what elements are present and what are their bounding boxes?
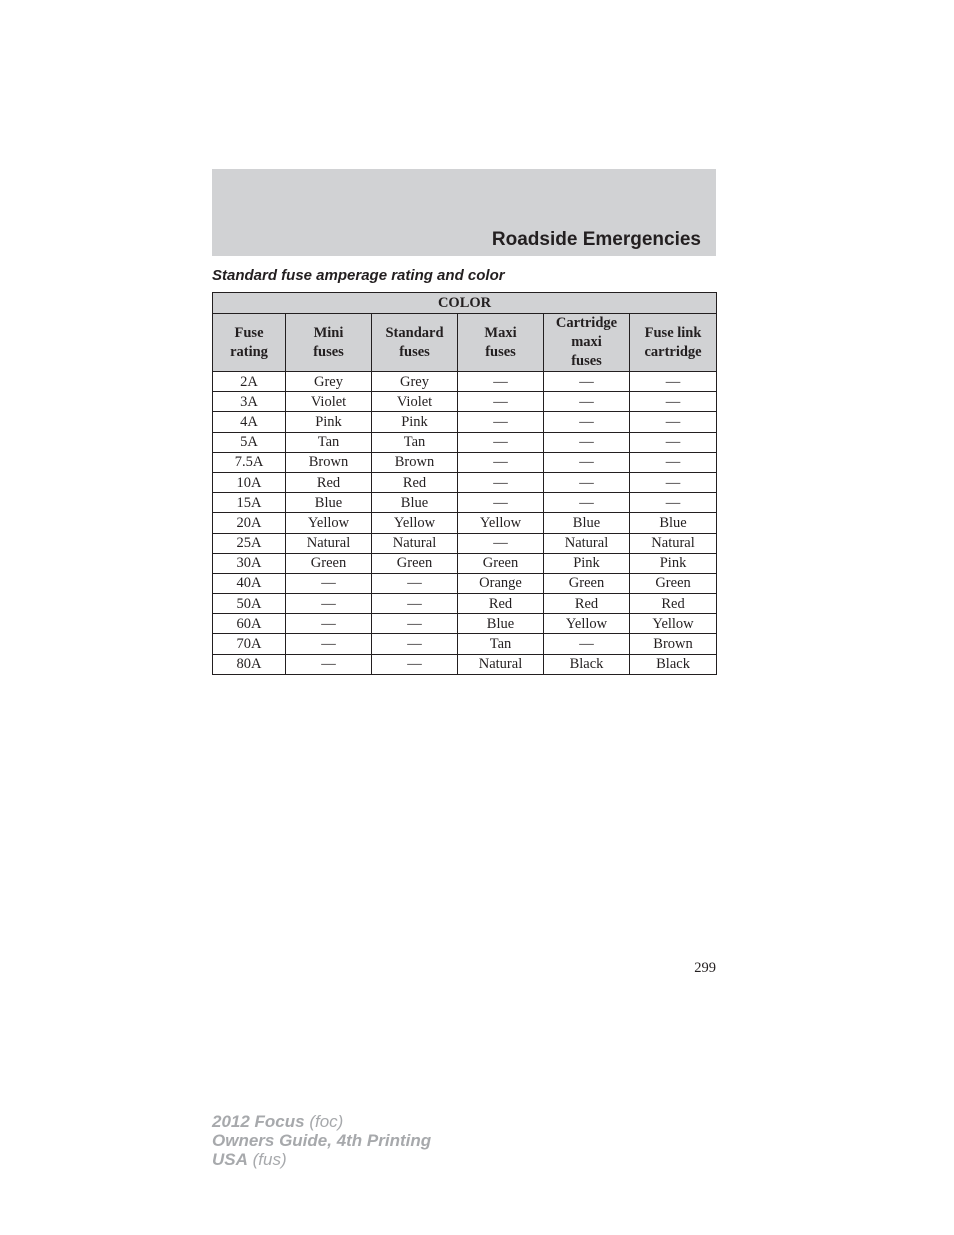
table-row — [213, 472, 717, 492]
column-header — [458, 314, 544, 372]
fuse-color-cell: Pink — [372, 412, 458, 432]
fuse-color-cell: — — [458, 472, 544, 492]
table-row — [213, 654, 717, 674]
fuse-color-cell: — — [544, 432, 630, 452]
page-number: 299 — [694, 960, 716, 976]
column-header-line: fuses — [571, 353, 602, 369]
fuse-color-cell: Natural — [630, 533, 717, 553]
column-header-line: Maxi — [484, 324, 517, 341]
fuse-color-cell: Red — [372, 472, 458, 492]
fuse-color-cell: — — [630, 472, 717, 492]
fuse-color-cell: Grey — [372, 372, 458, 392]
fuse-rating-cell: 4A — [213, 412, 286, 432]
fuse-rating-cell: 60A — [213, 614, 286, 634]
footer-model-code: (foc) — [304, 1112, 344, 1131]
footer-region-code: (fus) — [247, 1150, 287, 1169]
fuse-color-cell: Red — [286, 472, 372, 492]
fuse-rating-cell: 30A — [213, 553, 286, 573]
table-row — [213, 594, 717, 614]
fuse-color-cell: Black — [544, 654, 630, 674]
table-group-header: COLOR — [213, 293, 717, 314]
fuse-color-cell: — — [630, 432, 717, 452]
table-row — [213, 513, 717, 533]
table-subtitle: Standard fuse amperage rating and color — [212, 267, 505, 284]
column-header — [372, 314, 458, 372]
fuse-color-cell: — — [286, 594, 372, 614]
fuse-color-cell: — — [544, 452, 630, 472]
column-header-line: cartridge — [644, 343, 702, 360]
fuse-color-cell: — — [372, 573, 458, 593]
fuse-color-cell: Tan — [286, 432, 372, 452]
fuse-color-cell: — — [544, 493, 630, 513]
fuse-color-cell: — — [630, 392, 717, 412]
fuse-rating-cell: 70A — [213, 634, 286, 654]
fuse-color-cell: Green — [544, 573, 630, 593]
fuse-color-cell: — — [286, 573, 372, 593]
footer-line-model — [212, 1112, 431, 1131]
fuse-color-cell: Blue — [372, 493, 458, 513]
section-title: Roadside Emergencies — [491, 229, 701, 250]
table-row — [213, 412, 717, 432]
fuse-color-cell: — — [458, 412, 544, 432]
fuse-color-cell: Orange — [458, 573, 544, 593]
column-header-line: Fuse — [234, 324, 264, 341]
fuse-color-cell: — — [458, 372, 544, 392]
fuse-rating-cell: 10A — [213, 472, 286, 492]
column-header — [544, 314, 630, 372]
fuse-color-cell: — — [372, 594, 458, 614]
column-header-line: Mini — [313, 324, 344, 341]
fuse-color-table — [212, 292, 717, 675]
footer-guide: Owners Guide, 4th Printing — [212, 1131, 432, 1150]
footer-model: 2012 Focus — [212, 1112, 305, 1131]
fuse-color-cell: Pink — [286, 412, 372, 432]
fuse-color-cell: Natural — [458, 654, 544, 674]
fuse-color-cell: — — [458, 493, 544, 513]
column-header — [213, 314, 286, 372]
table-row — [213, 533, 717, 553]
fuse-color-cell: — — [458, 452, 544, 472]
fuse-color-cell: — — [630, 412, 717, 432]
fuse-color-cell: Tan — [458, 634, 544, 654]
table-row — [213, 614, 717, 634]
fuse-color-cell: — — [544, 472, 630, 492]
fuse-color-cell: Natural — [286, 533, 372, 553]
fuse-color-cell: Red — [630, 594, 717, 614]
column-header-line: Standard — [385, 324, 444, 341]
fuse-color-cell: — — [372, 614, 458, 634]
table-group-header-row — [213, 293, 717, 314]
fuse-color-cell: Grey — [286, 372, 372, 392]
fuse-color-cell: Green — [286, 553, 372, 573]
fuse-color-cell: Blue — [458, 614, 544, 634]
fuse-color-cell: Yellow — [544, 614, 630, 634]
fuse-color-cell: — — [458, 392, 544, 412]
fuse-rating-cell: 80A — [213, 654, 286, 674]
fuse-color-cell: Brown — [286, 452, 372, 472]
fuse-rating-cell: 3A — [213, 392, 286, 412]
fuse-color-cell: Yellow — [458, 513, 544, 533]
fuse-color-cell: — — [544, 634, 630, 654]
fuse-rating-cell: 40A — [213, 573, 286, 593]
table-row — [213, 553, 717, 573]
column-header-line: Cartridge — [555, 315, 618, 331]
fuse-color-cell: Pink — [630, 553, 717, 573]
fuse-color-cell: Yellow — [630, 614, 717, 634]
fuse-rating-cell: 25A — [213, 533, 286, 553]
fuse-rating-cell: 15A — [213, 493, 286, 513]
fuse-color-cell: Blue — [630, 513, 717, 533]
fuse-color-cell: Green — [372, 553, 458, 573]
column-header-line: fuses — [485, 343, 516, 360]
fuse-color-cell: Violet — [372, 392, 458, 412]
fuse-rating-cell: 5A — [213, 432, 286, 452]
fuse-color-cell: — — [544, 372, 630, 392]
column-header-line: maxi — [571, 334, 602, 350]
fuse-color-cell: Tan — [372, 432, 458, 452]
column-header-line: Fuse link — [644, 324, 702, 341]
fuse-color-cell: Red — [458, 594, 544, 614]
fuse-color-cell: Red — [544, 594, 630, 614]
fuse-color-cell: — — [372, 654, 458, 674]
table-row — [213, 372, 717, 392]
fuse-rating-cell: 20A — [213, 513, 286, 533]
fuse-color-cell: Brown — [630, 634, 717, 654]
table-row — [213, 493, 717, 513]
table-row — [213, 573, 717, 593]
fuse-color-cell: — — [286, 634, 372, 654]
fuse-color-cell: — — [630, 493, 717, 513]
fuse-color-cell: Natural — [544, 533, 630, 553]
fuse-color-cell: Yellow — [286, 513, 372, 533]
column-header — [286, 314, 372, 372]
column-header-line: rating — [230, 343, 268, 360]
table-body — [213, 372, 717, 675]
fuse-color-cell: — — [372, 634, 458, 654]
table-column-header-row — [213, 314, 717, 372]
footer-line-region — [212, 1150, 431, 1169]
table-row — [213, 392, 717, 412]
table-row — [213, 634, 717, 654]
fuse-color-cell: Blue — [286, 493, 372, 513]
fuse-color-cell: — — [458, 533, 544, 553]
table-row — [213, 432, 717, 452]
fuse-color-cell: — — [630, 452, 717, 472]
fuse-color-cell: Pink — [544, 553, 630, 573]
fuse-color-cell: Black — [630, 654, 717, 674]
fuse-rating-cell: 7.5A — [213, 452, 286, 472]
fuse-rating-cell: 50A — [213, 594, 286, 614]
fuse-color-cell: Brown — [372, 452, 458, 472]
fuse-color-cell: Violet — [286, 392, 372, 412]
fuse-color-cell: Blue — [544, 513, 630, 533]
section-header-band — [212, 169, 716, 256]
fuse-color-cell: Green — [458, 553, 544, 573]
column-header-line: fuses — [313, 343, 344, 360]
fuse-rating-cell: 2A — [213, 372, 286, 392]
fuse-color-cell: — — [286, 654, 372, 674]
table-row — [213, 452, 717, 472]
footer-region: USA — [212, 1150, 248, 1169]
fuse-color-cell: — — [458, 432, 544, 452]
column-header-line: fuses — [399, 343, 430, 360]
footer-line-guide — [212, 1131, 431, 1150]
fuse-color-cell: — — [544, 412, 630, 432]
fuse-color-cell: Natural — [372, 533, 458, 553]
fuse-color-cell: Green — [630, 573, 717, 593]
fuse-color-cell: — — [630, 372, 717, 392]
document-footer — [212, 1112, 431, 1169]
column-header — [630, 314, 717, 372]
fuse-color-cell: — — [544, 392, 630, 412]
fuse-color-cell: Yellow — [372, 513, 458, 533]
fuse-color-cell: — — [286, 614, 372, 634]
